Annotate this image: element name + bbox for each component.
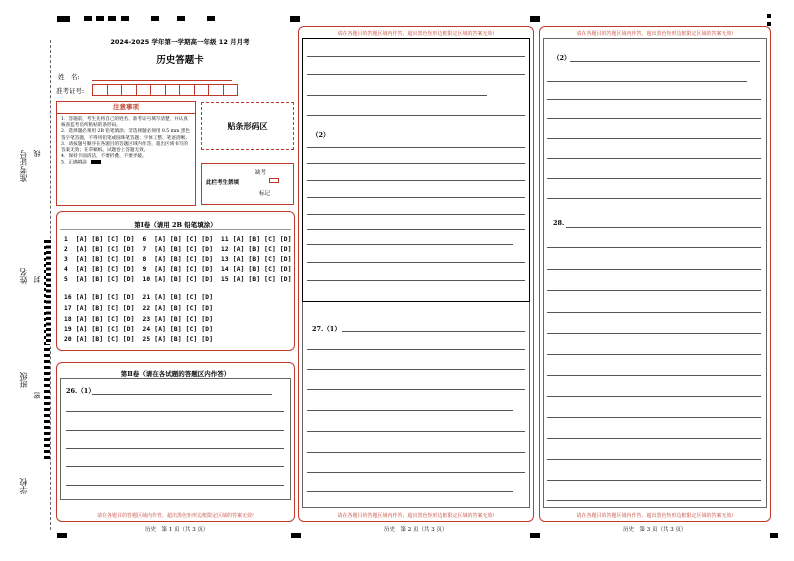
answer-line[interactable] xyxy=(307,472,525,473)
q26-label: 26.（1） xyxy=(66,387,95,395)
choice-row[interactable]: 20 [A] [B] [C] [D] 25 [A] [B] [C] [D] xyxy=(64,336,214,343)
choice-row[interactable]: 5 [A] [B] [C] [D] 10 [A] [B] [C] [D] 15 [A] [B] [C] [D] xyxy=(64,276,292,283)
answer-line[interactable] xyxy=(307,431,525,432)
panel3-q2-label: （2） xyxy=(553,54,571,62)
registration-mark xyxy=(96,16,104,21)
filled-sample-icon xyxy=(91,160,101,164)
part1-divider xyxy=(60,229,291,230)
answer-line[interactable] xyxy=(342,331,525,332)
side-id-label: 准考证号 xyxy=(19,150,28,182)
answer-line[interactable] xyxy=(307,262,525,263)
barcode-area xyxy=(201,102,294,150)
side-class-label: 班级 xyxy=(19,372,28,388)
answer-line[interactable] xyxy=(307,349,525,350)
notice-item-sample xyxy=(61,160,191,167)
choice-row[interactable]: 17 [A] [B] [C] [D] 22 [A] [B] [C] [D] xyxy=(64,305,214,312)
registration-mark xyxy=(57,533,67,538)
answer-line[interactable] xyxy=(307,389,525,390)
answer-line[interactable] xyxy=(547,396,761,397)
notice-item-text: 5．正确填涂 xyxy=(61,160,87,166)
warning-top-3: 请在各题目的答题区域内作答，超出黑色矩形边框限定区域的答案无效! xyxy=(576,31,734,37)
answer-line[interactable] xyxy=(66,485,284,486)
answer-line[interactable] xyxy=(547,354,761,355)
footer-page-1: 历史 第 1 页（共 3 页） xyxy=(145,527,209,533)
name-label: 姓 名: xyxy=(58,73,80,81)
choice-row[interactable]: 3 [A] [B] [C] [D] 8 [A] [B] [C] [D] 13 [A] [B] [C] [D] xyxy=(64,256,292,263)
answer-line[interactable] xyxy=(547,417,761,418)
choice-row[interactable]: 4 [A] [B] [C] [D] 9 [A] [B] [C] [D] 14 [A] [B] [C] [D] xyxy=(64,266,292,273)
panel3-q28-label: 28. xyxy=(553,219,565,227)
choice-marks xyxy=(46,240,51,344)
answer-line[interactable] xyxy=(547,459,761,460)
notice-item: 3．请按题号顺序在各题目的答题区域内作答，超出区域书写的答案无效；在草稿纸、试题卷上答题无效。 xyxy=(61,141,188,154)
name-field[interactable] xyxy=(92,80,232,81)
answer-line[interactable] xyxy=(307,214,525,215)
answer-line[interactable] xyxy=(547,99,761,100)
part2-answer-area[interactable] xyxy=(60,378,291,500)
absent-checkbox[interactable] xyxy=(269,178,279,183)
answer-line[interactable] xyxy=(307,197,525,198)
notice-box xyxy=(56,101,196,206)
answer-line[interactable] xyxy=(307,369,525,370)
answer-line[interactable] xyxy=(547,480,761,481)
registration-mark xyxy=(151,16,159,21)
id-cell[interactable] xyxy=(224,85,238,95)
side-line-label: 线 xyxy=(33,150,41,157)
registration-mark xyxy=(767,22,771,26)
answer-line[interactable] xyxy=(307,280,525,281)
registration-mark xyxy=(530,16,540,22)
answer-line[interactable] xyxy=(547,438,761,439)
answer-line[interactable] xyxy=(307,115,525,116)
answer-line[interactable] xyxy=(66,430,284,431)
id-cell[interactable] xyxy=(137,85,152,95)
answer-line[interactable] xyxy=(547,118,761,119)
registration-mark xyxy=(177,16,185,21)
answer-line[interactable] xyxy=(307,229,525,230)
answer-line[interactable] xyxy=(307,74,525,75)
answer-line[interactable] xyxy=(547,269,761,270)
answer-line[interactable] xyxy=(566,227,761,228)
id-cell[interactable] xyxy=(209,85,224,95)
answer-line[interactable] xyxy=(547,312,761,313)
id-cell[interactable] xyxy=(180,85,195,95)
answer-line[interactable] xyxy=(307,163,525,164)
registration-mark xyxy=(108,16,116,21)
absent-label: 此栏考生禁填 xyxy=(206,180,240,186)
notice-item: 4．保持卡面清洁，不要折叠、不要弄破。 xyxy=(61,154,147,160)
registration-mark xyxy=(207,16,215,21)
warning-bottom-2: 请在各题目的答题区域内作答，超出黑色矩形边框限定区域的答案无效! xyxy=(337,513,495,519)
registration-mark xyxy=(767,14,771,18)
answer-line[interactable] xyxy=(307,180,525,181)
answer-line[interactable] xyxy=(307,56,525,57)
warning-bottom-1: 请在各题目的答题区域内作答，超出黑色矩形边框限定区域的答案无效! xyxy=(96,513,254,519)
answer-line[interactable] xyxy=(92,394,272,395)
choice-row[interactable]: 1 [A] [B] [C] [D] 6 [A] [B] [C] [D] 11 [A] [B] [C] [D] xyxy=(64,236,292,243)
absent-mark-label: 缺考 xyxy=(255,170,267,176)
choice-row[interactable]: 16 [A] [B] [C] [D] 21 [A] [B] [C] [D] xyxy=(64,294,214,301)
footer-page-2: 历史 第 2 页（共 3 页） xyxy=(384,527,448,533)
choice-row[interactable]: 18 [A] [B] [C] [D] 23 [A] [B] [C] [D] xyxy=(64,316,214,323)
id-cell[interactable] xyxy=(166,85,181,95)
id-cell[interactable] xyxy=(108,85,123,95)
registration-mark xyxy=(291,533,301,538)
warning-top-2: 请在各题目的答题区域内作答，超出黑色矩形边框限定区域的答案无效! xyxy=(337,31,495,37)
absent-mark-note: 标记 xyxy=(259,191,271,197)
choice-row[interactable]: 2 [A] [B] [C] [D] 7 [A] [B] [C] [D] 12 [A] [B] [C] [D] xyxy=(64,246,292,253)
answer-line[interactable] xyxy=(307,147,525,148)
answer-line[interactable] xyxy=(547,375,761,376)
answer-line[interactable] xyxy=(66,411,284,412)
part1-title: 第Ⅰ卷（请用 2B 铅笔填涂） xyxy=(134,221,217,229)
answer-line[interactable] xyxy=(66,448,284,449)
absent-box xyxy=(201,163,294,205)
answer-line[interactable] xyxy=(307,410,513,411)
registration-mark xyxy=(57,16,70,22)
id-cells[interactable] xyxy=(92,84,238,96)
sheet-title: 历史答题卡 xyxy=(156,55,204,66)
answer-line[interactable] xyxy=(547,138,761,139)
answer-line[interactable] xyxy=(307,491,513,492)
answer-line[interactable] xyxy=(66,466,284,467)
panel2-q27-label: 27.（1） xyxy=(312,325,341,333)
notice-title: 注意事项 xyxy=(57,102,195,114)
side-seal-label: 封 xyxy=(33,276,41,283)
panel2-q2-label: （2） xyxy=(312,131,330,139)
part2-title: 第Ⅱ卷（请在各试题的答题区内作答） xyxy=(120,370,231,378)
choice-row[interactable]: 19 [A] [B] [C] [D] 24 [A] [B] [C] [D] xyxy=(64,326,214,333)
id-cell[interactable] xyxy=(93,85,108,95)
answer-line[interactable] xyxy=(547,500,761,501)
registration-mark xyxy=(290,16,300,22)
registration-mark xyxy=(530,533,540,538)
side-name-label: 姓名 xyxy=(19,268,28,284)
answer-line[interactable] xyxy=(547,198,761,199)
answer-line[interactable] xyxy=(547,247,761,248)
id-cell[interactable] xyxy=(195,85,210,95)
id-cell[interactable] xyxy=(151,85,166,95)
answer-line[interactable] xyxy=(547,81,747,82)
side-secret-label: 密 xyxy=(33,392,41,399)
notice-item: 2．选择题必须用 2B 铅笔填涂；非选择题必须用 0.5 mm 黑色签字笔答题，不得用铅笔或圆珠笔答题；字体工整、笔迹清晰。 xyxy=(61,129,191,141)
exam-title: 2024-2025 学年第一学期高一年级 12 月月考 xyxy=(110,38,250,46)
barcode-label: 贴条形码区 xyxy=(227,120,268,131)
side-school-label: 学校 xyxy=(19,478,28,494)
registration-mark xyxy=(121,16,129,21)
notice-item: 1．答题前，考生先将自己的姓名、准考证号填写清楚，并认真核查监考员所粘贴的条形码。 xyxy=(61,117,188,129)
registration-mark xyxy=(84,16,92,21)
footer-page-3: 历史 第 3 页（共 3 页） xyxy=(623,527,687,533)
answer-line[interactable] xyxy=(547,158,761,159)
answer-line[interactable] xyxy=(307,95,487,96)
answer-line[interactable] xyxy=(307,452,525,453)
registration-mark xyxy=(770,533,778,538)
id-cell[interactable] xyxy=(122,85,137,95)
id-label: 准考证号: xyxy=(56,87,85,95)
answer-line[interactable] xyxy=(570,61,760,62)
answer-line[interactable] xyxy=(547,290,761,291)
warning-bottom-3: 请在各题目的答题区域内作答，超出黑色矩形边框限定区域的答案无效! xyxy=(576,513,734,519)
answer-line[interactable] xyxy=(547,178,761,179)
answer-line[interactable] xyxy=(547,333,761,334)
answer-line[interactable] xyxy=(307,244,513,245)
